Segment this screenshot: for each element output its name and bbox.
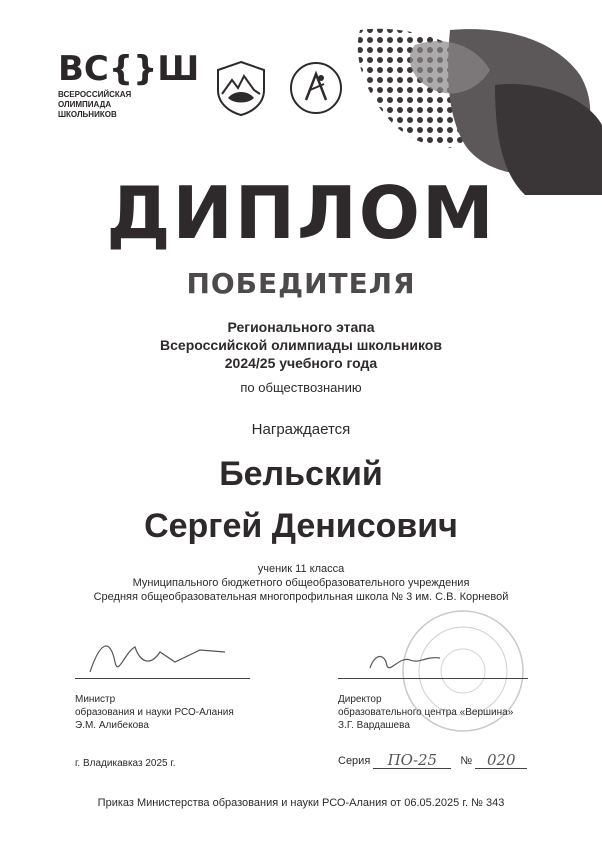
series-value: ПО-25 (373, 752, 451, 769)
vsosh-logo-line: ОЛИМПИАДА (58, 100, 112, 109)
stage-line: 2024/25 учебного года (224, 355, 378, 371)
vershina-logo-icon (288, 60, 344, 116)
vsosh-logo-line: ВСЕРОССИЙСКАЯ (58, 90, 132, 99)
details-line: Муниципального бюджетного общеобразовательного учреждения (132, 577, 470, 589)
vsosh-logo-mark: ВС{}Ш (58, 49, 200, 89)
signer-right-title: образовательного центра «Вершина» (338, 707, 514, 718)
details-line: Средняя общеобразовательная многопрофильная школа № 3 им. С.В. Корневой (93, 591, 509, 603)
vsosh-logo (58, 49, 208, 120)
number-value: 020 (475, 752, 527, 769)
recipient-given-names: Сергей Денисович (144, 507, 458, 545)
alania-emblem-icon (214, 60, 268, 116)
series-number (338, 752, 527, 769)
minister-signature-line (75, 678, 250, 679)
vsosh-logo-text (58, 90, 208, 120)
signer-right-title: Директор (338, 694, 382, 705)
city-date: г. Владикавказ 2025 г. (75, 758, 176, 769)
recipient-details (0, 562, 602, 604)
minister-signature (80, 632, 230, 682)
diploma-subtitle: ПОБЕДИТЕЛЯ (186, 267, 416, 300)
ministry-order: Приказ Министерства образования и науки РСО-Алания от 06.05.2025 г. № 343 (97, 797, 505, 809)
diploma-title: ДИПЛОМ (106, 171, 496, 255)
details-line: ученик 11 класса (257, 563, 345, 575)
series-label: Серия (338, 755, 371, 767)
number-label: № (460, 755, 473, 767)
signer-right-name: З.Г. Вардашева (338, 720, 410, 731)
signer-right (338, 693, 513, 732)
stage-line: Регионального этапа (227, 319, 375, 335)
stage-line: Всероссийской олимпиады школьников (160, 337, 442, 353)
signer-left-title: Министр (75, 694, 116, 705)
vsosh-logo-line: ШКОЛЬНИКОВ (58, 110, 117, 119)
olympiad-stage (0, 318, 602, 372)
director-signature-line (338, 678, 528, 679)
director-signature (365, 648, 445, 678)
recipient-surname: Бельский (219, 455, 383, 493)
awarded-label: Награждается (251, 421, 351, 438)
signer-left-name: Э.М. Алибекова (75, 720, 149, 731)
signer-left (75, 693, 234, 732)
signer-left-title: образования и науки РСО-Алания (75, 707, 234, 718)
decorative-blobs (355, 25, 602, 195)
olympiad-subject: по обществознанию (240, 380, 362, 395)
